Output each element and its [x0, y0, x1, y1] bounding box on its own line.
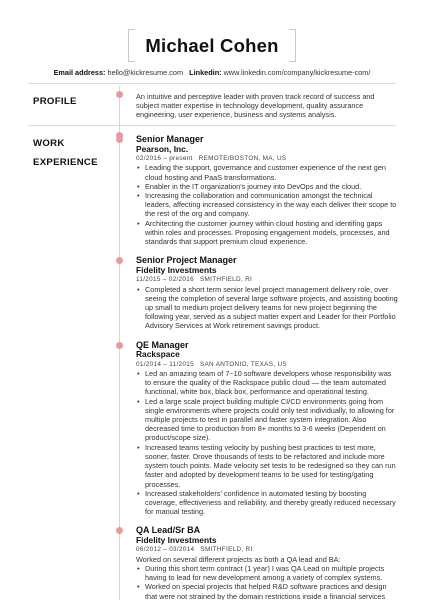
job-bullet: • Increased teams testing velocity by pushing best practices to test more, sooner, faster. Drove thousands of tests to be refactored and include more system touch points. Made velocity set tests to be redesigned so they can run faster and adopted by development teams to be used for testing/gating processes. [136, 443, 398, 489]
job-entry [136, 135, 398, 246]
job-bullet: • Increased stakeholders' confidence in automated testing by boosting coverage, effectiveness and reliability, and thereby greatly reduced necessary for manual testing. [136, 489, 398, 517]
job-bullets [136, 163, 398, 246]
profile-heading: PROFILE [33, 96, 77, 107]
job-bullet: • Worked on special projects that helped R&D software practices and design that were not strained by the domain restrictions inside a financial services [136, 582, 398, 600]
job-dates: 06/2012 – 03/2014 [136, 546, 195, 554]
job-location: REMOTE/BOSTON, MA, US [198, 155, 287, 162]
job-meta [136, 275, 398, 284]
timeline-dot-profile [116, 91, 123, 98]
candidate-name: Michael Cohen [145, 35, 279, 56]
timeline-dot-job [116, 136, 123, 143]
job-meta [136, 154, 398, 163]
job-company: Rackspace [136, 349, 180, 360]
job-bullet: • During this short term contract (1 year) I was QA Lead on multiple projects having to lead for new development among a variety of complex systems. [136, 564, 398, 582]
job-bullet: • Increasing the collaboration and communication amongst the technical leaders, affecting increased consistency in the way each deliver their scope to the rest of the org and company. [136, 191, 398, 219]
job-bullets [136, 285, 398, 331]
job-intro: Worked on several different projects as both a QA lead and BA: [136, 554, 341, 564]
header-divider [28, 83, 396, 84]
experience-heading-line1: WORK [33, 138, 65, 149]
job-location: SMITHFIELD, RI [200, 546, 253, 554]
timeline-dot-job [116, 527, 123, 534]
name-box [128, 29, 296, 62]
timeline-dot-job [116, 342, 123, 349]
timeline-dot-job [116, 257, 123, 264]
job-title: Senior Manager [136, 134, 204, 144]
job-location: SMITHFIELD, RI [199, 276, 253, 284]
linkedin-label: Linkedin: [189, 68, 222, 77]
job-dates: 11/2015 – 02/2016 [136, 276, 194, 284]
section-divider [28, 125, 396, 126]
job-bullet: • Architecting the customer journey within cloud hosting and identifing gaps within roles and processes. Proposing engagement models, processes, and standards that support premium cloud experience. [136, 219, 398, 247]
job-company: Fidelity Investments [136, 264, 217, 275]
job-bullet: • Enabler in the IT organization's journey into DevOps and the cloud. [136, 182, 398, 191]
job-bullet: • Completed a short term senior level project management delivery role, over seeing the completion of several large software projects, and assisting booting up small to medium project delivery teams for new project beginning the following year, served as a subject matter expert and Leader for their Portfolio Advisory Services at Work retirement savings product. [136, 285, 398, 331]
email-label: Email address: [53, 68, 106, 77]
job-bullets [136, 369, 398, 516]
job-company: Pearson, Inc. [136, 143, 189, 154]
linkedin-value[interactable]: www.linkedin.com/company/kickresume-com/ [223, 68, 371, 77]
job-entry [136, 526, 398, 600]
job-title: QE Manager [136, 339, 189, 350]
experience-list [136, 135, 398, 600]
contact-line [0, 68, 424, 77]
job-dates: 02/2016 – present [136, 155, 193, 162]
job-bullets [136, 564, 398, 600]
job-title: QA Lead/Sr BA [136, 525, 201, 536]
job-meta [136, 360, 398, 369]
job-company: Fidelity Investments [136, 534, 217, 545]
job-entry [136, 341, 398, 517]
job-bullet: • Led a large scale project building multiple CI/CD environments going from single environments where projects could only test individually, to allowing for multiple projects to test in parallel and faster system integration. Also decreased time to production from 8+ months to 3-6 weeks (Dependent on product/scope size). [136, 397, 398, 443]
job-meta [136, 545, 398, 554]
job-bullet: • Leading the support, governance and customer experience of the next gen cloud hosting and PaaS transformations. [136, 163, 398, 181]
job-location: SAN ANTONIO, TEXAS, US [199, 360, 287, 368]
experience-heading [33, 134, 98, 172]
job-bullet: • Led an amazing team of 7~10 software developers whose responsibility was to ensure the quality of the Rackspace public cloud — the team automated functional, white box, black box, performance and operational testing. [136, 369, 398, 397]
email-value[interactable]: hello@kickresume.com [107, 68, 184, 77]
job-dates: 01/2014 – 11/2015 [136, 360, 194, 368]
job-title: Senior Project Manager [136, 255, 237, 266]
experience-heading-line2: EXPERIENCE [33, 157, 98, 168]
profile-text: An intuitive and perceptive leader with proven track record of success and subject matter expertise in technology development, quality assurance engineering, user experience, business and systems analysis. [136, 92, 375, 120]
job-entry [136, 256, 398, 330]
